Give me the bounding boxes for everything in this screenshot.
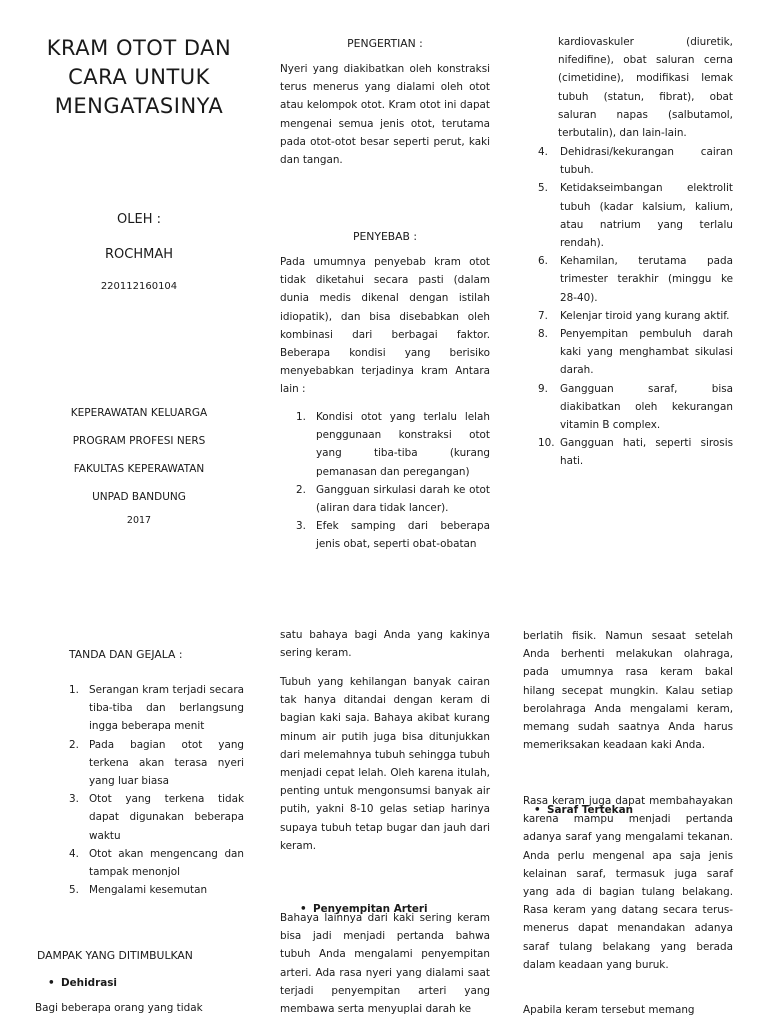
dehidrasi-text: Bagi beberapa orang yang tidak xyxy=(35,1002,203,1014)
col3-top-text: berlatih fisik. Namun sesaat setelah Anda berhenti melakukan olahraga, pada umumnya rasa keram bakal hilang secepat mungkin. Kalau setiap berolahraga Anda mengalami keram, memang sudah saatnya Anda harus memeriksakan keadaan kaki Anda. xyxy=(523,630,733,752)
dehidrasi-heading: • Dehidrasi xyxy=(37,974,261,992)
list-item: 2. Pada bagian otot yang terkena akan terasa nyeri yang luar biasa xyxy=(69,738,244,788)
list-item: 5. Ketidakseimbangan elektrolit tubuh (kadar kalsium, kalium, atau natrium yang terlalu rendah). xyxy=(538,182,733,250)
cover-title-line: CARA UNTUK xyxy=(68,65,210,89)
penyebab-list xyxy=(296,408,490,554)
saraf-heading: • Saraf Tertekan xyxy=(523,801,747,819)
cover-author: ROCHMAH xyxy=(104,247,173,262)
penyebab-continuation: kardiovaskuler (diuretik, nifedifine), obat saluran cerna (cimetidine), modifikasi lemak tubuh (statun, fibrat), obat saluran napas (salbutamol, terbutalin), dan lain-lain. xyxy=(558,36,733,140)
list-item: 6. Kehamilan, terutama pada trimester terakhir (minggu ke 28-40). xyxy=(538,255,733,304)
list-item: 5. Mengalami kesemutan xyxy=(69,884,208,897)
affiliation-line: UNPAD BANDUNG xyxy=(92,491,186,503)
tanda-heading: TANDA DAN GEJALA : xyxy=(69,648,183,661)
penyebab-list-continued xyxy=(538,143,733,471)
list-item: 4. Otot akan mengencang dan tampak menonjol xyxy=(69,847,244,879)
col3-bottom-text: Apabila keram tersebut memang xyxy=(523,1004,695,1016)
affiliation-line: PROGRAM PROFESI NERS xyxy=(72,435,206,447)
penyebab-heading: PENYEBAB : xyxy=(352,230,418,243)
pengertian-heading: PENGERTIAN : xyxy=(347,37,423,50)
affiliation-line: KEPERAWATAN KELUARGA xyxy=(70,407,208,419)
cover-title-line: KRAM OTOT DAN xyxy=(46,36,232,60)
cover-title-line: MENGATASINYA xyxy=(54,94,224,118)
cover-year: 2017 xyxy=(126,515,152,526)
list-item: 3. Efek samping dari beberapa jenis obat, seperti obat-obatan xyxy=(296,520,490,551)
penyebab-intro: Pada umumnya penyebab kram otot tidak diketahui secara pasti (dalam dunia medis dikenal dengan istilah idiopatik), dan bisa disebabkan oleh kombinasi dari berbagai faktor. Beberapa kondisi yang berisiko menyebabkan terjadinya kram Antara lain : xyxy=(280,256,490,396)
list-item: 4. Dehidrasi/kekurangan cairan tubuh. xyxy=(538,146,733,177)
affiliation-line: FAKULTAS KEPERAWATAN xyxy=(73,463,205,475)
pengertian-text: Nyeri yang diakibatkan oleh konstraksi terus menerus yang dialami oleh otot atau kelompok otot. Kram otot ini dapat mengenai semua jenis otot, terutama pada otot-otot besar seperti perut, kaki dan tangan. xyxy=(280,63,490,167)
col2-paragraph: Tubuh yang kehilangan banyak cairan tak hanya ditandai dengan keram di bagian kaki saja. Bahaya akibat kurang minum air putih juga bisa ditunjukkan dari melemahnya tubuh sehingga tubuh menjadi cepat lelah. Oleh karena itulah, penting untuk mengonsumsi banyak air putih, yakni 8-10 gelas setiap harinya supaya tubuh tetap bugar dan jauh dari keram. xyxy=(280,676,490,852)
tanda-list xyxy=(69,681,244,899)
cover-by-label: OLEH : xyxy=(117,212,161,227)
saraf-text: Rasa keram juga dapat membahayakan karena mampu menjadi pertanda adanya saraf yang mengalami tekanan. Anda perlu mengenal apa saja jenis kelainan saraf, termasuk juga saraf yang ada di bagian tulang belakang. Rasa keram yang datang secara terus-menerus dapat menandakan adanya saraf tulang belakang yang berada dalam keadaan yang buruk. xyxy=(523,795,733,971)
cover-student-id: 220112160104 xyxy=(100,281,178,292)
list-item: 3. Otot yang terkena tidak dapat digunakan beberapa waktu xyxy=(69,793,244,842)
col2-top-text: satu bahaya bagi Anda yang kakinya sering keram. xyxy=(280,629,490,660)
list-item: 2. Gangguan sirkulasi darah ke otot (aliran dara tidak lancer). xyxy=(296,483,490,515)
list-item: 1. Kondisi otot yang terlalu lelah penggunaan konstraksi otot yang tiba-tiba (kurang pemanasan dan peregangan) xyxy=(296,411,490,478)
list-item: 9. Gangguan saraf, bisa diakibatkan oleh kekurangan vitamin B complex. xyxy=(538,382,733,432)
list-item: 7. Kelenjar tiroid yang kurang aktif. xyxy=(538,309,730,322)
list-item: 10. Gangguan hati, seperti sirosis hati. xyxy=(538,437,733,468)
cover-affiliation xyxy=(30,399,248,511)
dampak-heading: DAMPAK YANG DITIMBULKAN xyxy=(37,949,193,962)
arteri-heading: • Penyempitan Arteri xyxy=(289,900,513,918)
cover-title xyxy=(30,34,248,121)
arteri-text: Bahaya lainnya dari kaki sering keram bisa jadi menjadi pertanda bahwa tubuh Anda mengalami penyempitan arteri. Ada rasa nyeri yang dialami saat terjadi penyempitan arteri yang membawa serta menyuplai darah ke xyxy=(280,912,490,1016)
list-item: 8. Penyempitan pembuluh darah kaki yang menghambat sikulasi darah. xyxy=(538,328,733,377)
list-item: 1. Serangan kram terjadi secara tiba-tiba dan berlangsung ingga beberapa menit xyxy=(69,684,244,733)
